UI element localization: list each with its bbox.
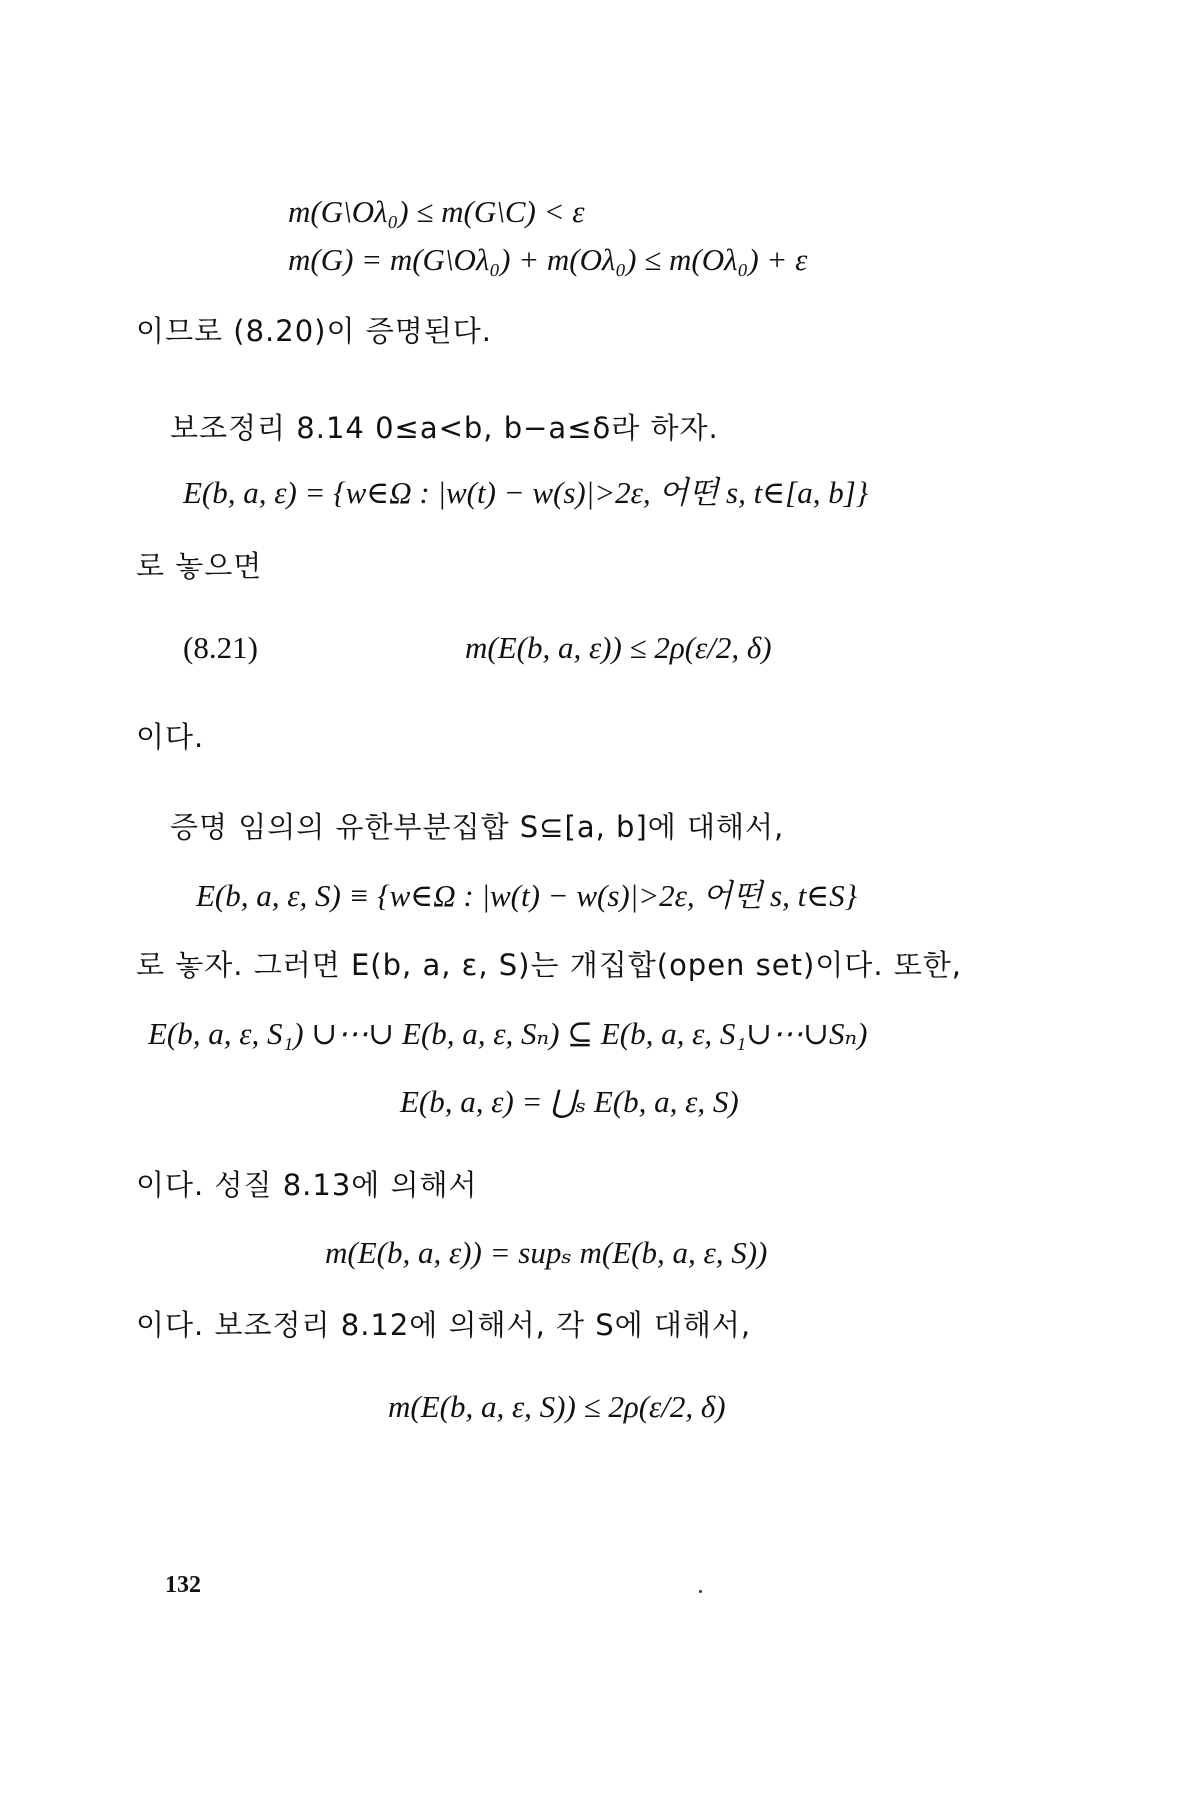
text-line-3: 이다. xyxy=(136,720,205,754)
speck-mark xyxy=(699,1590,702,1593)
proof-statement: 증명 임의의 유한부분집합 S⊆[a, b]에 대해서, xyxy=(170,810,785,844)
equation-line-6: E(b, a, ε, S₁) ∪⋯∪ E(b, a, ε, Sₙ) ⊆ E(b, a, ε, S₁∪⋯∪Sₙ) xyxy=(148,1016,868,1051)
text-line-4: 로 놓자. 그러면 E(b, a, ε, S)는 개집합(open set)이다. 또한, xyxy=(136,948,963,982)
equation-line-9: m(E(b, a, ε, S)) ≤ 2ρ(ε/2, δ) xyxy=(388,1389,726,1424)
equation-line-1: m(G\Oλ₀) ≤ m(G\C) < ε xyxy=(288,194,585,229)
lemma-statement: 보조정리 8.14 0≤a<b, b−a≤δ라 하자. xyxy=(170,411,719,445)
equation-line-2: m(G) = m(G\Oλ₀) + m(Oλ₀) ≤ m(Oλ₀) + ε xyxy=(288,242,808,277)
equation-line-4: m(E(b, a, ε)) ≤ 2ρ(ε/2, δ) xyxy=(465,630,772,665)
text-line-1: 이므로 (8.20)이 증명된다. xyxy=(136,314,492,348)
equation-line-3: E(b, a, ε) = {w∈Ω : |w(t) − w(s)|>2ε, 어떤 s, t∈[a, b]} xyxy=(183,475,869,510)
text-line-6: 이다. 보조정리 8.12에 의해서, 각 S에 대해서, xyxy=(136,1308,752,1342)
equation-label: (8.21) xyxy=(183,630,258,665)
equation-line-7: E(b, a, ε) = ⋃ₛ E(b, a, ε, S) xyxy=(400,1084,739,1119)
text-line-5: 이다. 성질 8.13에 의해서 xyxy=(136,1168,478,1202)
equation-line-5: E(b, a, ε, S) ≡ {w∈Ω : |w(t) − w(s)|>2ε, 어떤 s, t∈S} xyxy=(196,878,858,913)
page-number: 132 xyxy=(165,1572,201,1598)
text-line-2: 로 놓으면 xyxy=(136,549,263,583)
equation-line-8: m(E(b, a, ε)) = supₛ m(E(b, a, ε, S)) xyxy=(325,1235,768,1270)
